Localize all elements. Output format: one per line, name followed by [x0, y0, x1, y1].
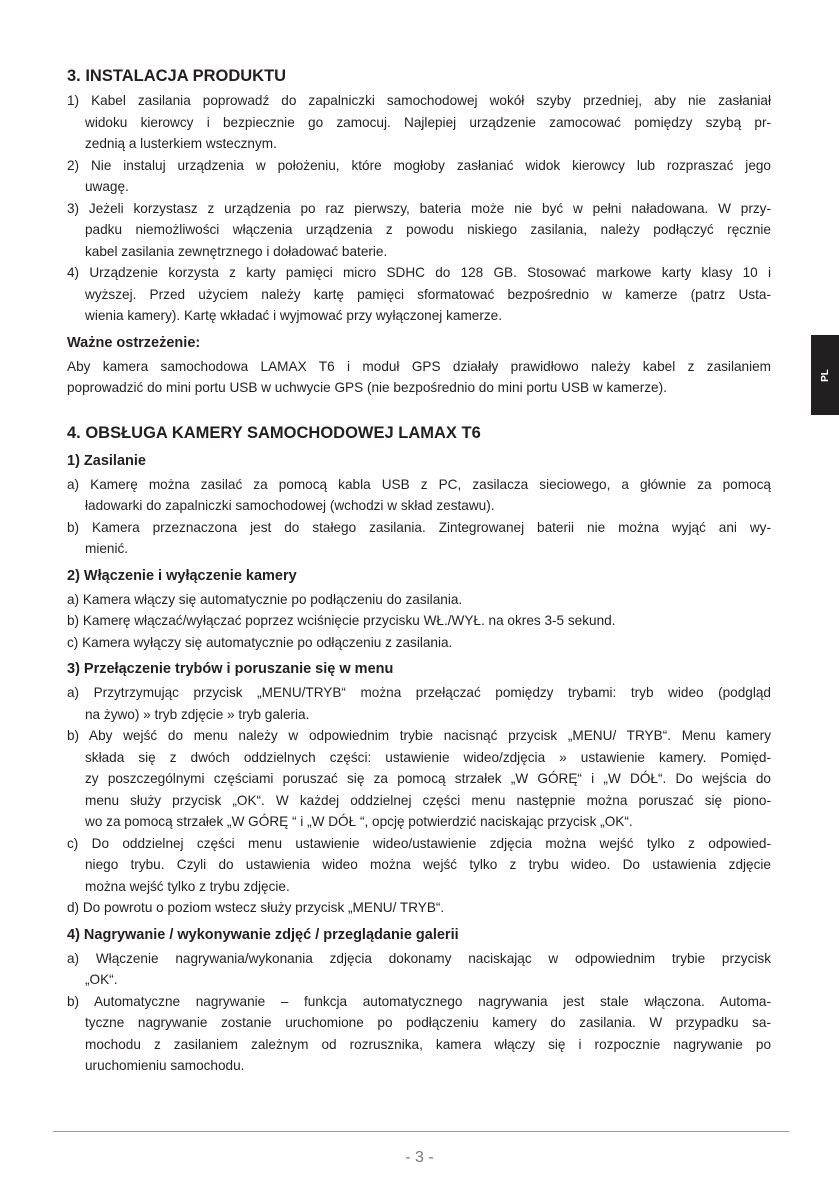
text-line: b) Aby wejść do menu należy w odpowiednim trybie nacisnąć przycisk „MENU/ TRYB“. Menu kamery — [67, 728, 771, 743]
text-line: wyższej. Przed użyciem należy kartę pamięci sformatować bezpośrednio w kamerze (patrz Usta- — [85, 286, 771, 302]
text-line: na żywo) » tryb zdjęcie » tryb galeria. — [85, 706, 310, 722]
list-item — [67, 198, 771, 263]
text-line: a) Włączenie nagrywania/wykonania zdjęcia dokonamy naciskając w odpowiednim trybie przycisk — [67, 950, 771, 966]
text-line: wienia kamery). Kartę wkładać i wyjmować przy wyłączonej kamerze. — [85, 308, 503, 323]
footer-divider — [53, 1131, 789, 1132]
text-line: a) Przytrzymując przycisk „MENU/TRYB“ można przełączać pomiędzy trybami: tryb wideo (podgląd — [67, 685, 771, 700]
text-line: a) Kamerę można zasilać za pomocą kabla USB z PC, zasilacza sieciowego, a głównie za pomocą — [67, 476, 771, 492]
section-heading: 4. OBSŁUGA KAMERY SAMOCHODOWEJ LAMAX T6 — [67, 423, 481, 442]
text-line: b) Kamera przeznaczona jest do stałego zasilania. Zintegrowanej baterii nie można wyjąć ani wy- — [67, 519, 771, 535]
subsection — [67, 659, 771, 919]
list-item — [67, 682, 771, 725]
section-heading: 3. INSTALACJA PRODUKTU — [67, 67, 287, 85]
list-item — [67, 474, 771, 517]
list-item — [67, 610, 771, 632]
text-line: c) Do oddzielnej części menu ustawienie wideo/ustawienie zdjęcia można wejść tylko z odpowied- — [67, 835, 771, 851]
text-line: zy poszczególnymi częściami poruszać się za pomocą strzałek „W GÓRĘ“ i „W DÓŁ“. Do wejścia do — [85, 771, 771, 786]
text-line: niego trybu. Czyli do ustawienia wideo można wejść tylko z trybu wideo. Do ustawienia zdjęcie — [85, 857, 771, 872]
text-line: d) Do powrotu o poziom wstecz służy przycisk „MENU/ TRYB“. — [67, 900, 445, 915]
text-line: „OK“. — [85, 972, 118, 987]
section-operation — [67, 421, 771, 1077]
subsections — [67, 451, 771, 1077]
subsection-heading: 4) Nagrywanie / wykonywanie zdjęć / przeglądanie galerii — [67, 926, 459, 943]
list-item — [67, 90, 771, 155]
subsection — [67, 451, 771, 560]
text-line: można wejść tylko z trybu zdjęcie. — [85, 878, 290, 894]
warning-heading: Ważne ostrzeżenie: — [67, 334, 201, 351]
text-line: menu służy przycisk „OK“. W każdej oddzielnej części menu następnie można poruszać się piono- — [85, 792, 771, 808]
list-item — [67, 589, 771, 611]
list-item — [67, 262, 771, 327]
text-line: uwagę. — [85, 179, 129, 194]
text-line: mienić. — [85, 541, 129, 556]
text-line: wo za pomocą strzałek „W GÓRĘ “ i „W DÓŁ “, opcję potwierdzić naciskając przycisk „OK“. — [85, 814, 633, 829]
subsection-heading: 1) Zasilanie — [67, 452, 146, 469]
list-item — [67, 897, 771, 919]
list-item — [67, 632, 771, 654]
text-line: poprowadzić do mini portu USB w uchwycie GPS (nie bezpośrednio do mini portu USB w kamerze). — [67, 380, 667, 395]
list-item — [67, 155, 771, 198]
subsection-heading: 2) Włączenie i wyłączenie kamery — [67, 567, 297, 584]
text-line: składa się z dwóch oddzielnych części: ustawienie wideo/zdjęcia » ustawienie kamery. Pomięd- — [85, 749, 771, 765]
list-item — [67, 725, 771, 833]
text-line: kabel zasilania zewnętrznego i doładować baterie. — [85, 243, 388, 259]
section-installation — [67, 64, 771, 399]
text-line: b) Automatyczne nagrywanie – funkcja automatycznego nagrywania jest stale włączona. Automa- — [67, 993, 771, 1009]
page-content — [67, 64, 771, 1091]
text-line: b) Kamerę włączać/wyłączać poprzez wciśnięcie przycisku WŁ./WYŁ. na okres 3-5 sekund. — [67, 613, 616, 628]
text-line: c) Kamera wyłączy się automatycznie po odłączeniu z zasilania. — [67, 634, 453, 650]
text-line: ładowarki do zapalniczki samochodowej (wchodzi w skład zestawu). — [85, 498, 495, 513]
text-line: 3) Jeżeli korzystasz z urządzenia po raz pierwszy, bateria może nie być w pełni naładowana. W przy- — [67, 200, 771, 216]
text-line: a) Kamera włączy się automatycznie po podłączeniu do zasilania. — [67, 591, 463, 607]
text-line: mochodu z zasilaniem zależnym od rozrusznika, kamera włączy się i rozpocznie nagrywanie po — [85, 1036, 771, 1052]
text-line: Aby kamera samochodowa LAMAX T6 i moduł GPS działały prawidłowo należy kabel z zasilaniem — [67, 358, 771, 374]
subsection — [67, 925, 771, 1077]
subsection — [67, 566, 771, 654]
page-number: - 3 - — [405, 1149, 434, 1166]
text-line: 2) Nie instaluj urządzenia w położeniu, które mogłoby zasłaniać widok kierowcy lub rozpraszać jego — [67, 157, 771, 173]
numbered-list — [67, 90, 771, 327]
language-tab-label: PL — [819, 368, 831, 382]
text-line: padku niemożliwości włączenia urządzenia z powodu niskiego zasilania, należy podłączyć ręcznie — [85, 222, 771, 237]
text-line: 1) Kabel zasilania poprowadź do zapalniczki samochodowej wokół szyby przedniej, aby nie zasłaniał — [67, 93, 771, 108]
text-line: zednią a lusterkiem wstecznym. — [85, 136, 277, 151]
text-line: tyczne nagrywanie zostanie uruchomione po podłączeniu kamery do zasilania. W przypadku sa- — [85, 1015, 771, 1030]
subsection-heading: 3) Przełączenie trybów i poruszanie się w menu — [67, 661, 394, 677]
text-line: 4) Urządzenie korzysta z karty pamięci micro SDHC do 128 GB. Stosować markowe karty klasy 10 i — [67, 265, 771, 280]
list-item — [67, 517, 771, 560]
warning-text — [67, 356, 771, 399]
list-item — [67, 948, 771, 991]
text-line: widoku kierowcy i bezpiecznie go zamocuj. Najlepiej urządzenie zamocować pomiędzy szybą pr- — [85, 114, 771, 130]
list-item — [67, 833, 771, 898]
text-line: uruchomieniu samochodu. — [85, 1058, 245, 1073]
list-item — [67, 991, 771, 1077]
language-tab — [811, 335, 839, 415]
